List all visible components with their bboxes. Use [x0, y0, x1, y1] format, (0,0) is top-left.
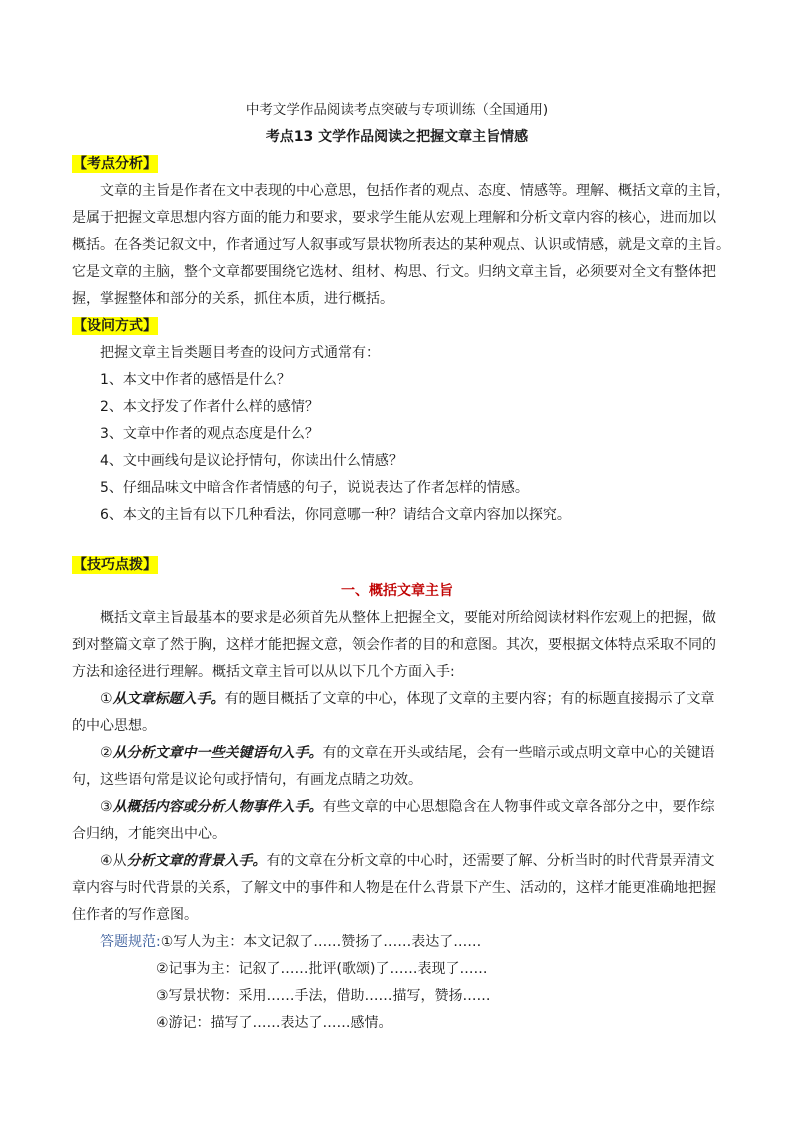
tip-point-1-cont: 的中心思想。	[72, 718, 156, 734]
tip-point-2-emphasis: 从分析文章中一些关键语句入手。	[112, 745, 323, 761]
tip-point-2-num: ②	[100, 745, 113, 761]
question-item-5: 5、仔细品味文中暗含作者情感的句子，说说表达了作者怎样的情感。	[100, 480, 529, 496]
section-tag-analysis	[72, 155, 158, 173]
question-item-4: 4、文中画线句是议论抒情句，你读出什么情感？	[100, 453, 403, 469]
analysis-line-4: 它是文章的主脑，整个文章都要围绕它选材、组材、构思、行文。归纳文章主旨，必须要对全文有整体把	[72, 264, 716, 280]
answer-format-3: ③写景状物：采用……手法，借助……描写，赞扬……	[156, 988, 491, 1004]
section-tag-tips	[72, 556, 158, 574]
question-item-1: 1、本文中作者的感悟是什么？	[100, 372, 291, 388]
section-tag-analysis-label: 【考点分析】	[73, 156, 157, 172]
answer-format-1-text: ①写人为主：本文记叙了……赞扬了……表达了……	[160, 934, 482, 950]
tip-point-4-num: ④从	[100, 853, 127, 869]
answer-format-4: ④游记：描写了……表达了……感情。	[156, 1015, 393, 1031]
tip-point-1-num: ①	[100, 691, 113, 707]
tip-point-4-emphasis: 分析文章的背景入手。	[126, 853, 267, 869]
tip-point-4-cont-2: 住作者的写作意图。	[72, 907, 198, 923]
section-tag-questions-label: 【设问方式】	[73, 318, 157, 334]
tip-point-3-emphasis: 从概括内容或分析人物事件入手。	[112, 799, 323, 815]
tips-intro-line-1: 概括文章主旨最基本的要求是必须首先从整体上把握全文，要能对所给阅读材料作宏观上的把握，做	[100, 610, 716, 626]
document-title: 中考文学作品阅读考点突破与专项训练（全国通用)	[245, 102, 549, 118]
analysis-line-5: 握，掌握整体和部分的关系，抓住本质，进行概括。	[72, 291, 394, 307]
analysis-line-3: 概括。在各类记叙文中，作者通过写人叙事或写景状物所表达的某种观点、认识或情感，就是文章的主旨。	[72, 237, 730, 253]
tip-point-1-text: 有的题目概括了文章的中心，体现了文章的主要内容；有的标题直接揭示了文章	[224, 691, 715, 707]
section-tag-tips-label: 【技巧点拨】	[73, 557, 157, 573]
answer-format-2: ②记事为主：记叙了……批评(歌颂)了……表现了……	[156, 961, 488, 977]
tip-point-1-emphasis: 从文章标题入手。	[112, 691, 225, 707]
tip-point-3-num: ③	[100, 799, 113, 815]
tips-intro-line-2: 到对整篇文章了然于胸，这样才能把握文意，领会作者的目的和意图。其次，要根据文体特点采取不同的	[72, 637, 716, 653]
question-item-6: 6、本文的主旨有以下几种看法，你同意哪一种？请结合文章内容加以探究。	[100, 507, 571, 523]
analysis-line-1: 文章的主旨是作者在文中表现的中心意思，包括作者的观点、态度、情感等。理解、概括文章的主旨，	[100, 183, 730, 199]
document-subtitle: 考点13 文学作品阅读之把握文章主旨情感	[265, 129, 529, 145]
tip-point-3	[100, 798, 715, 816]
questions-intro: 把握文章主旨类题目考查的设问方式通常有：	[100, 345, 380, 361]
tip-point-3-text: 有些文章的中心思想隐含在人物事件或文章各部分之中，要作综	[322, 799, 715, 815]
tip-point-4-text: 有的文章在分析文章的中心时，还需要了解、分析当时的时代背景弄清文	[266, 853, 715, 869]
section-tag-questions	[72, 317, 158, 335]
tip-point-2-text: 有的文章在开头或结尾，会有一些暗示或点明文章中心的关键语	[322, 745, 715, 761]
tip-point-2-cont: 句，这些语句常是议论句或抒情句，有画龙点睛之功效。	[72, 772, 422, 788]
tip-point-3-cont: 合归纳，才能突出中心。	[72, 826, 226, 842]
question-item-2: 2、本文抒发了作者什么样的感情？	[100, 399, 319, 415]
tip-point-4-cont-1: 章内容与时代背景的关系，了解文中的事件和人物是在什么背景下产生、活动的，这样才能更准确地把握	[72, 880, 716, 896]
question-item-3: 3、文章中作者的观点态度是什么？	[100, 426, 319, 442]
tips-intro-line-3: 方法和途径进行理解。概括文章主旨可以从以下几个方面入手:	[72, 664, 455, 680]
tips-heading: 一、概括文章主旨	[341, 583, 453, 599]
tip-point-2	[100, 744, 715, 762]
tip-point-1	[100, 690, 715, 708]
analysis-line-2: 是属于把握文章思想内容方面的能力和要求，要求学生能从宏观上理解和分析文章内容的核心，进而加以	[72, 210, 716, 226]
answer-format-1	[100, 933, 481, 951]
answer-format-label: 答题规范:	[100, 934, 161, 950]
tip-point-4	[100, 852, 715, 870]
